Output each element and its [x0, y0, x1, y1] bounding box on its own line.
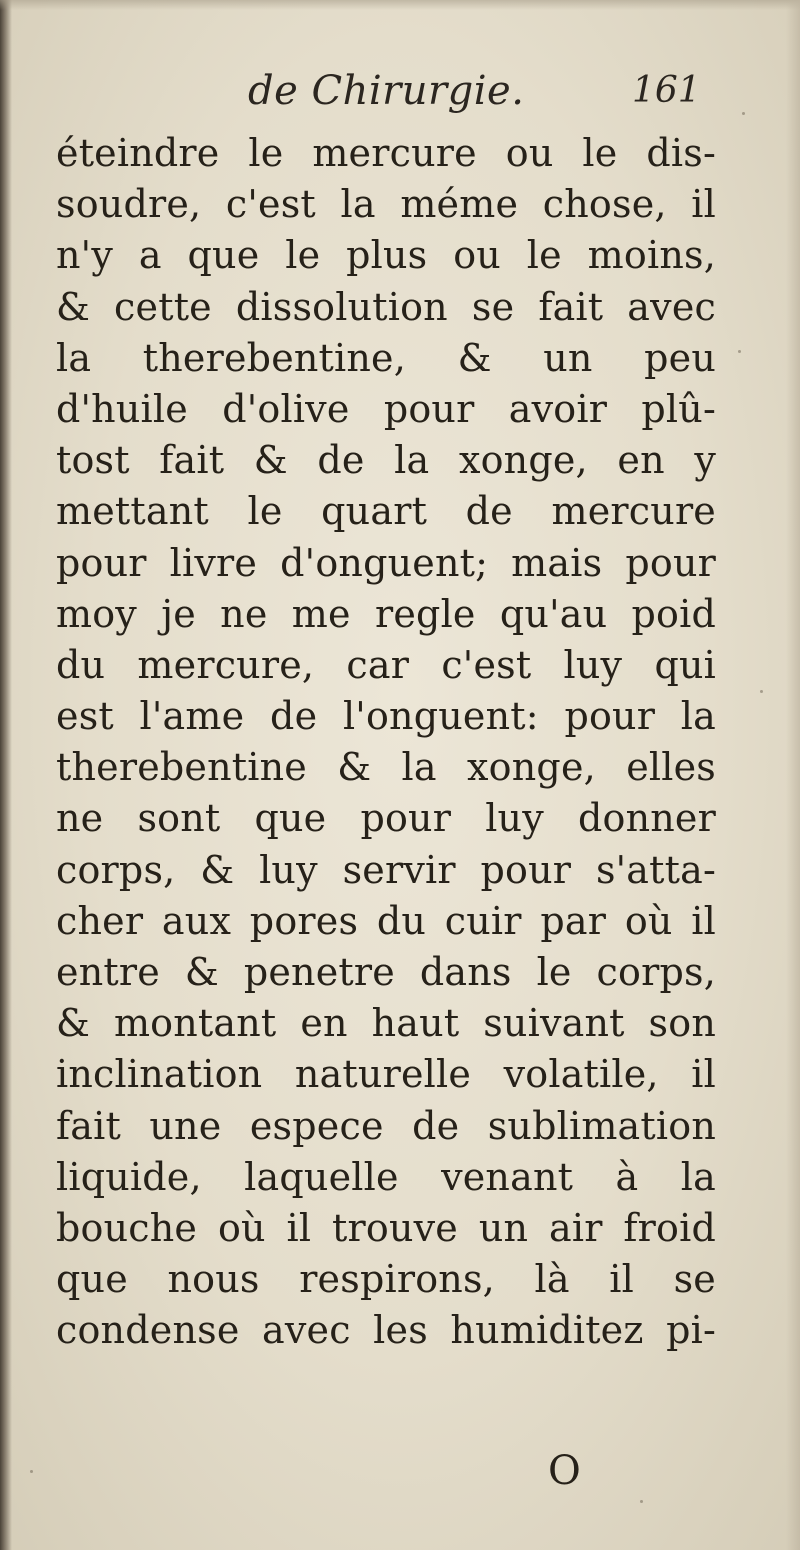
page-top-edge	[0, 0, 800, 10]
text-line: moy je ne me regle qu'au poid	[56, 591, 716, 636]
text-line: d'huile d'olive pour avoir plû-	[56, 386, 716, 431]
page-header	[0, 68, 800, 128]
page-number: 161	[632, 70, 701, 111]
text-line: mettant le quart de mercure	[56, 489, 716, 534]
text-line: cher aux pores du cuir par où il	[56, 898, 716, 943]
text-line: inclination naturelle volatile, il	[56, 1052, 716, 1097]
paper-speck	[760, 690, 763, 693]
text-line: bouche où il trouve un air froid	[56, 1205, 716, 1250]
text-line: liquide, laquelle venant à la	[56, 1154, 716, 1199]
spine-shadow	[0, 0, 12, 1550]
text-line: du mercure, car c'est luy qui	[56, 642, 716, 687]
paper-speck	[742, 112, 745, 115]
text-line: est l'ame de l'onguent: pour la	[56, 694, 716, 739]
paper-speck	[30, 1470, 33, 1473]
text-line: condense avec les humiditez pi-	[56, 1308, 716, 1353]
text-line: & cette dissolution se fait avec	[56, 284, 716, 329]
text-line: therebentine & la xonge, elles	[56, 745, 716, 790]
body-text	[56, 128, 716, 1357]
text-line: fait une espece de sublimation	[56, 1103, 716, 1148]
text-line: corps, & luy servir pour s'atta-	[56, 847, 716, 892]
text-line: entre & penetre dans le corps,	[56, 950, 716, 994]
text-line: soudre, c'est la méme chose, il	[56, 182, 716, 227]
paper-speck	[738, 350, 741, 353]
text-line: & montant en haut suivant son	[56, 1001, 716, 1046]
text-line: que nous respirons, là il se	[56, 1257, 716, 1302]
text-line: la therebentine, & un peu	[56, 335, 716, 380]
paper-speck	[640, 1500, 643, 1503]
text-line: tost fait & de la xonge, en y	[56, 438, 716, 483]
running-head: de Chirurgie.	[248, 68, 525, 114]
text-line: ne sont que pour luy donner	[56, 796, 716, 841]
signature-mark: O	[548, 1448, 581, 1494]
text-line: n'y a que le plus ou le moins,	[56, 233, 716, 278]
page-right-edge	[786, 0, 800, 1550]
text-line: pour livre d'onguent; mais pour	[56, 540, 716, 585]
text-line: éteindre le mercure ou le dis-	[56, 131, 716, 175]
